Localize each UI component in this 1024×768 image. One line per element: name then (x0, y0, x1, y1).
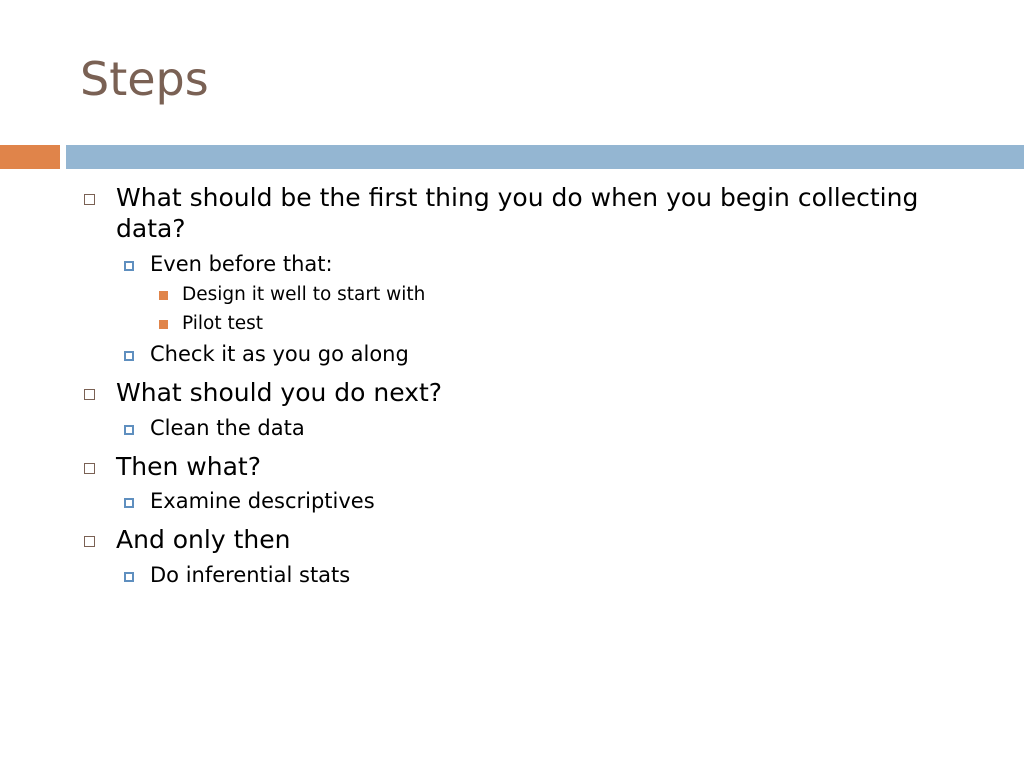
bullet-item-level2 (82, 562, 982, 588)
title-accent-bar-orange (0, 145, 60, 169)
bullet-item-level2 (82, 415, 982, 441)
filled-square-bullet-icon (159, 291, 168, 300)
hollow-square-bullet-icon (84, 463, 95, 474)
framed-square-bullet-icon (124, 261, 134, 271)
bullet-item-level2 (82, 251, 982, 277)
bullet-text: And only then (116, 525, 291, 555)
bullet-text: What should you do next? (116, 378, 443, 408)
bullet-list (82, 182, 982, 588)
hollow-square-bullet-icon (84, 536, 95, 547)
bullet-text: Then what? (116, 451, 261, 481)
bullet-text: Check it as you go along (150, 342, 409, 366)
bullet-text: Pilot test (182, 312, 264, 334)
title-accent-bar-blue (66, 145, 1024, 169)
bullet-item-level1 (82, 182, 982, 245)
bullet-item-level2 (82, 488, 982, 514)
bullet-item-level1 (82, 524, 982, 555)
bullet-item-level2 (82, 341, 982, 367)
bullet-item-level1 (82, 377, 982, 408)
framed-square-bullet-icon (124, 572, 134, 582)
framed-square-bullet-icon (124, 498, 134, 508)
bullet-text: What should be the first thing you do when you begin collecting data? (116, 183, 919, 244)
bullet-item-level3 (82, 312, 982, 335)
bullet-text: Examine descriptives (150, 489, 375, 513)
hollow-square-bullet-icon (84, 194, 95, 205)
hollow-square-bullet-icon (84, 389, 95, 400)
framed-square-bullet-icon (124, 351, 134, 361)
filled-square-bullet-icon (159, 320, 168, 329)
bullet-text: Do inferential stats (150, 562, 351, 587)
bullet-item-level1 (82, 451, 982, 482)
bullet-item-level3 (82, 283, 982, 306)
bullet-text: Design it well to start with (182, 283, 426, 305)
bullet-text: Clean the data (150, 415, 305, 440)
slide-title: Steps (80, 52, 209, 106)
framed-square-bullet-icon (124, 425, 134, 435)
bullet-text: Even before that: (150, 251, 333, 276)
